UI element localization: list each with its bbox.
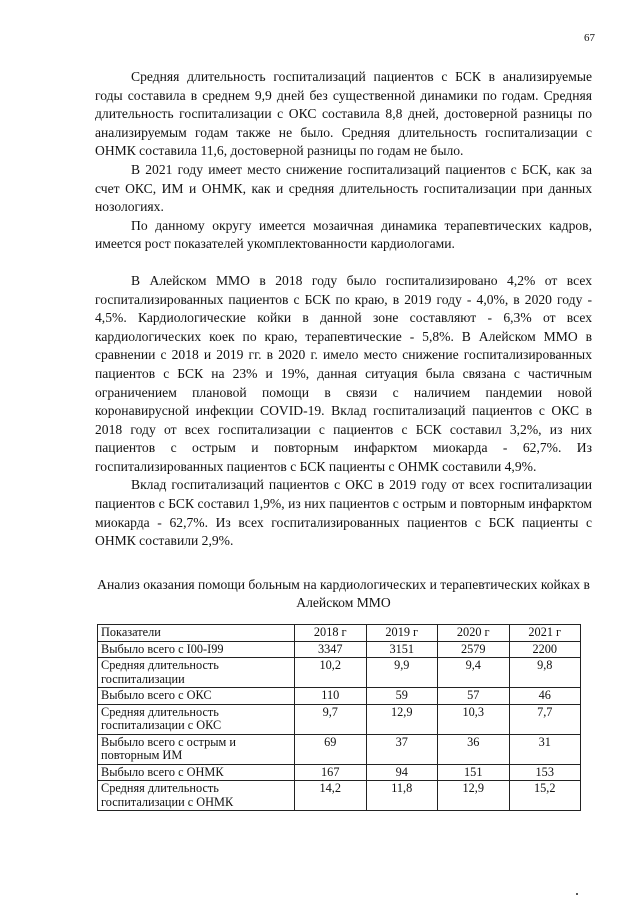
table-cell: 3347 <box>295 641 367 658</box>
header-cell: 2019 г <box>366 625 438 642</box>
table-title: Анализ оказания помощи больным на кардиологических и терапевтических койках в Алейском ММО <box>97 577 590 610</box>
table-cell: 7,7 <box>509 704 581 734</box>
table-cell: 37 <box>366 734 438 764</box>
row-label: Средняя длительность госпитализации с ОКС <box>98 704 295 734</box>
header-cell: 2020 г <box>438 625 510 642</box>
paragraph-4: В Алейском ММО в 2018 году было госпитализировано 4,2% от всех госпитализированных пациентов с БСК по краю, в 2019 году - 4,0%, в 2020 году - 4,5%. Кардиологические койки в данной зоне составляют - 6,3% от всех кардиологических коек по краю, терапевтические - 5,8%. В Алейском ММО в сравнении с 2018 и 2019 гг. в 2020 г. имело место снижение госпитализированных пациентов с БСК на 23% и 19%, данная ситуация была связана с частичным ограничением плановой помощи в связи с наличием пандемии новой коронавирусной инфекции COVID-19. Вклад госпитализаций пациентов с ОКС в 2018 году от всех госпитализации с пациентов с БСК составил 3,2%, из них пациентов с острым и повторным инфарктом миокарда - 62,7%. Из госпитализированных пациентов с БСК пациенты с ОНМК составили 4,9%. <box>95 272 592 474</box>
body-text <box>95 68 592 551</box>
table-cell: 11,8 <box>366 781 438 811</box>
page-number: 67 <box>584 32 595 44</box>
table-cell: 153 <box>509 764 581 781</box>
row-label: Выбыло всего с I00-I99 <box>98 641 295 658</box>
table-row <box>98 734 581 764</box>
paragraph-1: Средняя длительность госпитализаций пациентов с БСК в анализируемые годы составила в среднем 9,9 дней без существенной динамики по годам. Средняя длительность госпитализации с ОКС составила 8,8 дней, достоверной разницы по анализируемым годам также не было. Средняя длительность госпитализации с ОНМК составила 11,6, достоверной разницы по годам не было. <box>95 69 592 159</box>
table-cell: 9,8 <box>509 658 581 688</box>
table-cell: 9,7 <box>295 704 367 734</box>
table-row <box>98 781 581 811</box>
table-cell: 46 <box>509 688 581 705</box>
table-cell: 59 <box>366 688 438 705</box>
table-cell: 12,9 <box>366 704 438 734</box>
row-label: Выбыло всего с ОКС <box>98 688 295 705</box>
table-cell: 10,2 <box>295 658 367 688</box>
table-cell: 2579 <box>438 641 510 658</box>
row-label: Средняя длительность госпитализации с ОНМК <box>98 781 295 811</box>
header-cell: 2018 г <box>295 625 367 642</box>
table-row <box>98 688 581 705</box>
table-cell: 110 <box>295 688 367 705</box>
table-cell: 31 <box>509 734 581 764</box>
row-label: Выбыло всего с ОНМК <box>98 764 295 781</box>
table-cell: 9,4 <box>438 658 510 688</box>
table-header-row <box>98 625 581 642</box>
header-cell: 2021 г <box>509 625 581 642</box>
table-cell: 15,2 <box>509 781 581 811</box>
table-cell: 36 <box>438 734 510 764</box>
table-cell: 9,9 <box>366 658 438 688</box>
table-cell: 3151 <box>366 641 438 658</box>
table-cell: 94 <box>366 764 438 781</box>
scan-dot-mark <box>576 893 578 895</box>
paragraph-2: В 2021 году имеет место снижение госпитализаций пациентов с БСК, как за счет ОКС, ИМ и ОНМК, как и средняя длительность госпитализации при данных нозологиях. <box>95 161 592 215</box>
paragraph-3: По данному округу имеется мозаичная динамика терапевтических кадров, имеется рост показателей укомплектованности кардиологами. <box>95 217 592 252</box>
table-cell: 69 <box>295 734 367 764</box>
table-cell: 57 <box>438 688 510 705</box>
table-row <box>98 641 581 658</box>
table-row <box>98 764 581 781</box>
table-cell: 2200 <box>509 641 581 658</box>
table-cell: 167 <box>295 764 367 781</box>
table-cell: 12,9 <box>438 781 510 811</box>
table-cell: 10,3 <box>438 704 510 734</box>
table-cell: 151 <box>438 764 510 781</box>
table-row <box>98 658 581 688</box>
table-row <box>98 704 581 734</box>
row-label: Средняя длительность госпитализации <box>98 658 295 688</box>
table-cell: 14,2 <box>295 781 367 811</box>
row-label: Выбыло всего с острым и повторным ИМ <box>98 734 295 764</box>
header-cell: Показатели <box>98 625 295 642</box>
paragraph-5: Вклад госпитализаций пациентов с ОКС в 2019 году от всех госпитализации пациентов с БСК составил 1,9%, из них пациентов с острым и повторным инфарктом миокарда - 62,7%. Из всех госпитализированных пациентов с БСК пациенты с ОНМК составили 2,9%. <box>95 477 592 549</box>
statistics-table <box>97 624 581 811</box>
